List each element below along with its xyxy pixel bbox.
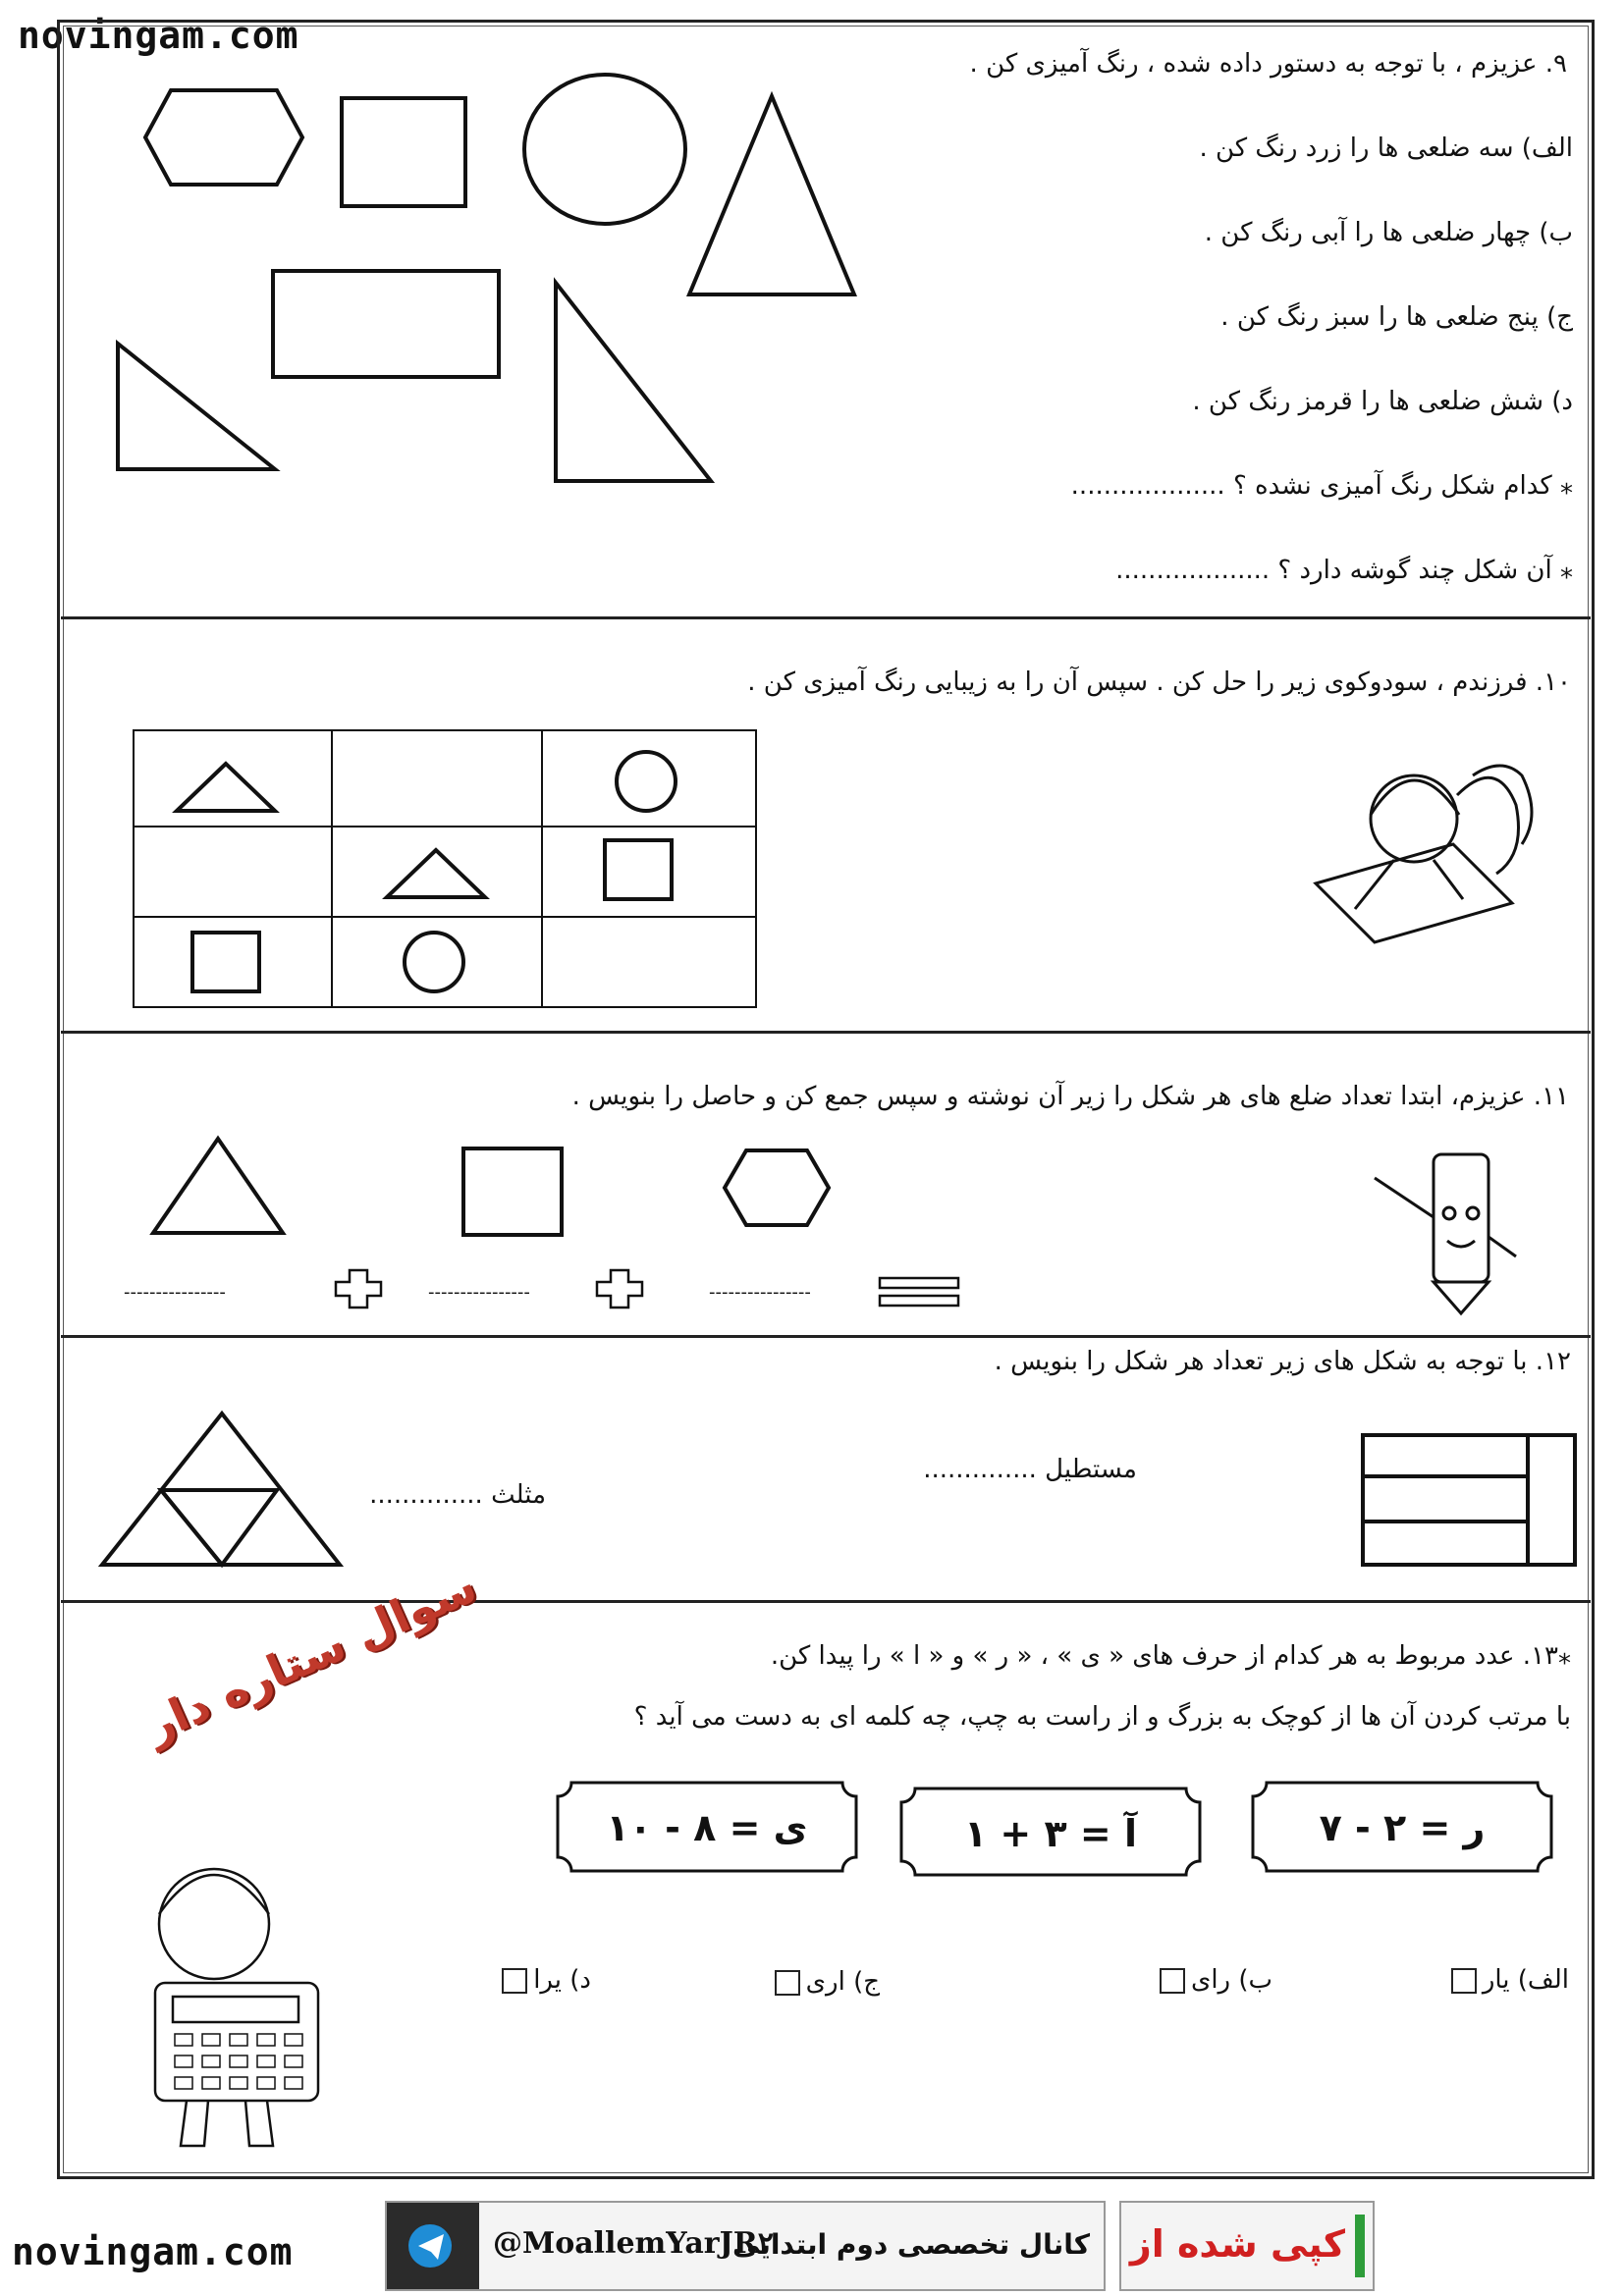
answer-blank: ---------------- bbox=[124, 1282, 226, 1303]
circle-shape bbox=[524, 75, 685, 224]
option-d[interactable] bbox=[496, 1965, 591, 1995]
rectangle-shape bbox=[273, 271, 499, 377]
equation-r: ر = ۲ - ۷ bbox=[1319, 1806, 1486, 1849]
sudoku-circle bbox=[405, 933, 463, 991]
triangle-shape bbox=[689, 96, 854, 294]
answer-blank: ---------------- bbox=[428, 1282, 530, 1303]
telegram-block bbox=[387, 2203, 479, 2289]
q12-rectangle-count: مستطیل .............. bbox=[923, 1455, 1137, 1484]
q13-title: ⁎۱۳. عدد مربوط به هر کدام از حرف های « ی » ، « ر » و « ا » را پیدا کن. bbox=[770, 1641, 1571, 1671]
option-a-label: الف) یار bbox=[1482, 1965, 1569, 1995]
square-shape bbox=[342, 98, 465, 206]
option-a-checkbox[interactable] bbox=[1451, 1968, 1477, 1994]
hexagon-shape bbox=[145, 90, 302, 185]
sudoku-square bbox=[605, 840, 672, 899]
right-triangle-shape bbox=[118, 344, 275, 469]
sudoku-square bbox=[192, 933, 259, 991]
equation-a: آ = ۳ + ۱ bbox=[963, 1812, 1138, 1855]
sudoku-circle bbox=[617, 752, 676, 811]
option-c[interactable] bbox=[769, 1967, 880, 1997]
channel-name: کانال تخصصی دوم ابتدایی bbox=[731, 2228, 1090, 2261]
nested-rectangles-figure bbox=[1363, 1435, 1575, 1565]
copied-from-banner bbox=[1119, 2201, 1375, 2291]
option-c-checkbox[interactable] bbox=[775, 1970, 800, 1996]
q10-title: ۱۰. فرزندم ، سودوکوی زیر را حل کن . سپس آن را به زیبایی رنگ آمیزی کن . bbox=[747, 667, 1571, 697]
option-b[interactable] bbox=[1154, 1965, 1272, 1995]
sudoku-grid bbox=[134, 730, 756, 1007]
q12-title: ۱۲. با توجه به شکل های زیر تعداد هر شکل را بنویس . bbox=[994, 1347, 1571, 1376]
q9-item-d: د) شش ضلعی ها را قرمز رنگ کن . bbox=[1192, 387, 1573, 416]
q11-hexagon-shape bbox=[725, 1150, 829, 1225]
plus-sign bbox=[336, 1270, 381, 1308]
equals-sign bbox=[880, 1278, 958, 1306]
q9-title: ۹. عزیزم ، با توجه به دستور داده شده ، رنگ آمیزی کن . bbox=[969, 49, 1567, 79]
q11-triangle-shape bbox=[153, 1139, 283, 1233]
pencil-character-illustration bbox=[1375, 1154, 1516, 1313]
option-a[interactable] bbox=[1445, 1965, 1569, 1995]
girl-drawing-illustration bbox=[1316, 766, 1532, 942]
watermark-top: novingam.com bbox=[18, 14, 299, 57]
option-d-label: د) یرا bbox=[533, 1965, 591, 1995]
plus-sign bbox=[597, 1270, 642, 1308]
copied-from-label: کپی شده از bbox=[1129, 2222, 1345, 2266]
starred-question-badge: سوال ستاره دار bbox=[137, 1559, 485, 1753]
option-d-checkbox[interactable] bbox=[502, 1968, 527, 1994]
option-c-label: ج) ارى bbox=[805, 1967, 880, 1997]
channel-handle: @MoallemYarJR۲ bbox=[493, 2226, 774, 2261]
nested-triangles-figure bbox=[102, 1414, 340, 1565]
watermark-bottom: novingam.com bbox=[12, 2230, 294, 2273]
option-b-checkbox[interactable] bbox=[1160, 1968, 1185, 1994]
telegram-icon bbox=[387, 2203, 479, 2289]
q13-instruction: با مرتب کردن آن ها از کوچک به بزرگ و از راست به چپ، چه کلمه ای به دست می آید ؟ bbox=[633, 1702, 1571, 1732]
sudoku-triangle bbox=[387, 850, 485, 897]
q9-item-b: ب) چهار ضلعی ها را آبی رنگ کن . bbox=[1204, 218, 1573, 247]
q9-question-corners: ⁎ آن شکل چند گوشه دارد ؟ ................... bbox=[1115, 556, 1573, 585]
calculator-kid-illustration bbox=[155, 1869, 318, 2146]
q9-item-c: ج) پنج ضلعی ها را سبز رنگ کن . bbox=[1220, 302, 1573, 332]
option-b-label: ب) رای bbox=[1190, 1965, 1272, 1995]
telegram-channel-banner[interactable] bbox=[385, 2201, 1106, 2291]
right-triangle-shape-2 bbox=[556, 283, 711, 481]
q11-title: ۱۱. عزیزم، ابتدا تعداد ضلع های هر شکل را زیر آن نوشته و سپس جمع کن و حاصل را بنویس . bbox=[571, 1082, 1569, 1111]
q9-item-a: الف) سه ضلعی ها را زرد رنگ کن . bbox=[1199, 133, 1573, 163]
equation-y: ی = ۸ - ۱۰ bbox=[606, 1806, 808, 1849]
q11-square-shape bbox=[463, 1148, 562, 1235]
q9-question-uncolored: ⁎ کدام شکل رنگ آمیزی نشده ؟ ................... bbox=[1070, 471, 1573, 501]
sudoku-triangle bbox=[177, 764, 275, 811]
answer-blank: ---------------- bbox=[709, 1282, 811, 1303]
green-stripe bbox=[1355, 2215, 1365, 2277]
q12-triangle-count: مثلث .............. bbox=[369, 1480, 546, 1510]
